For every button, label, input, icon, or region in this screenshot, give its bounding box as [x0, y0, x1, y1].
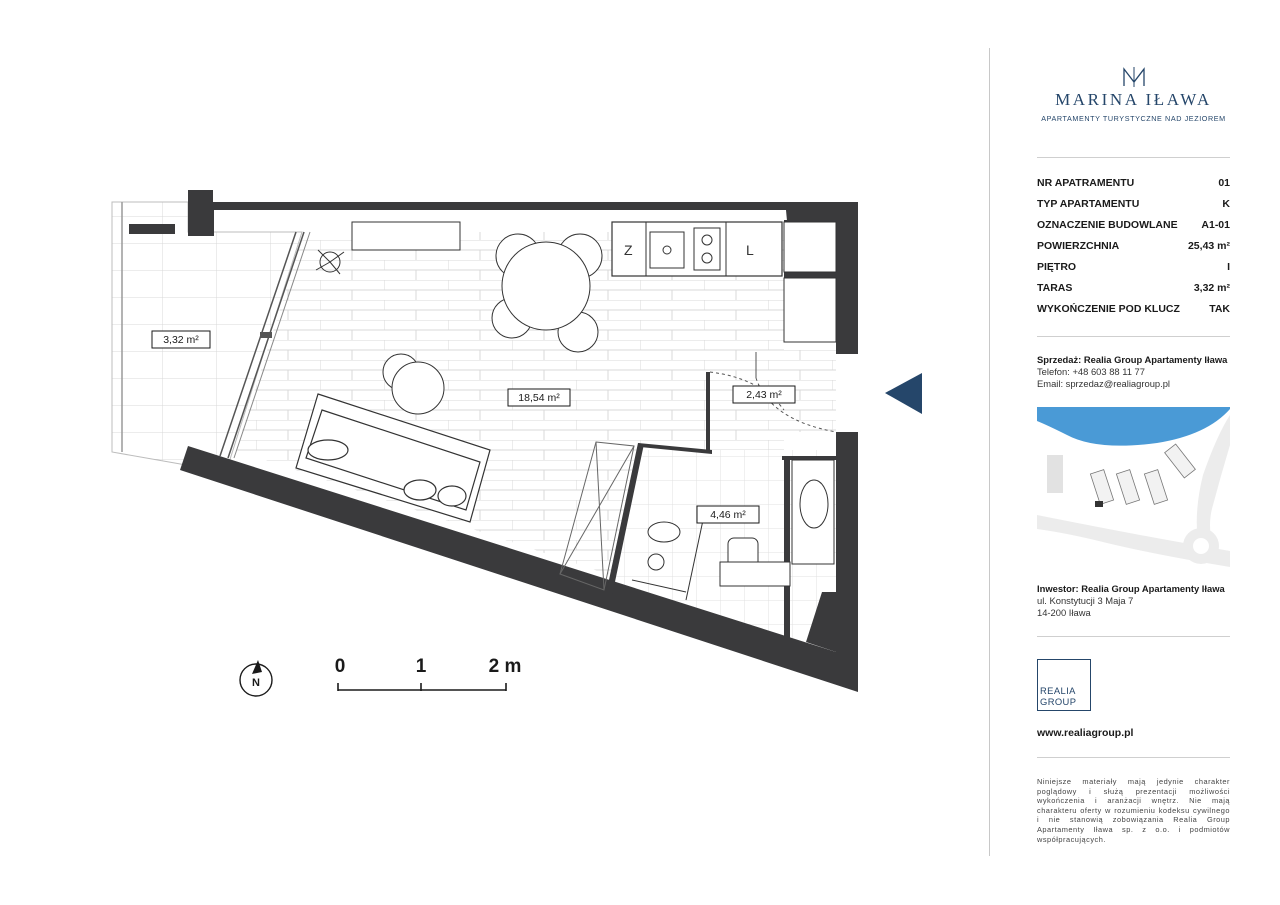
spec-row [1037, 198, 1230, 219]
brand-tagline: APARTAMENTY TURYSTYCZNE NAD JEZIOREM [1041, 114, 1226, 123]
divider [1037, 157, 1230, 158]
svg-text:3,32 m²: 3,32 m² [163, 334, 199, 346]
spec-label: TARAS [1037, 282, 1073, 294]
area-label-terrace [152, 331, 210, 348]
spec-table [1037, 177, 1230, 324]
sales-heading: Sprzedaż: Realia Group Apartamenty Iława [1037, 354, 1228, 365]
spec-row [1037, 282, 1230, 303]
compass-icon [240, 660, 272, 696]
scale-bar [335, 656, 522, 691]
fridge-letter: Z [624, 242, 633, 258]
realia-logo-line1: REALIA [1040, 685, 1076, 696]
website-link[interactable]: www.realiagroup.pl [1037, 727, 1134, 739]
divider-line [989, 48, 990, 856]
spec-label: PIĘTRO [1037, 261, 1077, 273]
spec-row [1037, 219, 1230, 240]
spec-row [1037, 303, 1230, 324]
brand-logo [1037, 66, 1230, 123]
brand-mark-icon [1121, 66, 1147, 88]
svg-text:2,43 m²: 2,43 m² [746, 389, 782, 401]
spec-label: NR APATRAMENTU [1037, 177, 1135, 189]
divider [1037, 636, 1230, 637]
spec-label: POWIERZCHNIA [1037, 240, 1120, 252]
tv-console [352, 222, 460, 250]
svg-text:4,46 m²: 4,46 m² [710, 509, 746, 521]
sales-email[interactable]: Email: sprzedaz@realiagroup.pl [1037, 378, 1171, 389]
spec-row [1037, 261, 1230, 282]
spec-value: TAK [1209, 303, 1230, 315]
spec-value: 25,43 m² [1187, 240, 1230, 252]
area-label-bathroom [697, 506, 759, 523]
spec-value: 3,32 m² [1193, 282, 1230, 294]
bathtub-icon [800, 480, 828, 528]
scale-label-1: 1 [415, 656, 427, 677]
washbasin-icon [648, 522, 680, 542]
spec-value: K [1222, 198, 1230, 210]
spec-label: WYKOŃCZENIE POD KLUCZ [1037, 303, 1180, 315]
brand-name: MARINA IŁAWA [1055, 90, 1212, 109]
sink-icon [650, 232, 684, 268]
divider [1037, 757, 1230, 758]
area-label-living-room [508, 389, 570, 406]
svg-text:N: N [252, 677, 260, 689]
investor-contact [1037, 583, 1230, 619]
divider [1037, 336, 1230, 337]
spec-row [1037, 240, 1230, 261]
spec-label: OZNACZENIE BUDOWLANE [1037, 219, 1178, 231]
sidebar [1037, 0, 1230, 905]
area-label-entry [733, 386, 795, 403]
utility-closet [784, 222, 836, 272]
svg-text:18,54 m²: 18,54 m² [518, 392, 560, 404]
cabinet-letter: L [746, 242, 754, 258]
sales-contact [1037, 354, 1230, 390]
spec-label: TYP APARTAMENTU [1037, 198, 1140, 210]
disclaimer-text: Niniejsze materiały mają jedynie charakter poglądowy i służą prezentacji możliwości wykończenia i aranżacji wnętrz. Nie mają charakteru oferty w rozumieniu kodeksu cywilnego i nie stanowią zobowiązania Realia Group Apartamenty Iława sp. z o.o. i podmiotów współpracujących. [1037, 777, 1230, 844]
spec-value: I [1227, 261, 1230, 273]
terrace-planter [129, 224, 175, 234]
cooktop-icon [694, 228, 720, 270]
scale-label-0: 0 [334, 656, 346, 677]
scale-label-2: 2 m [488, 656, 522, 677]
realia-logo-line2: GROUP [1040, 696, 1077, 707]
spec-row [1037, 177, 1230, 198]
location-map [1037, 405, 1230, 570]
entrance-arrow-icon [885, 373, 922, 414]
spec-value: 01 [1218, 177, 1230, 189]
sales-phone[interactable]: Telefon: +48 603 88 11 77 [1037, 366, 1145, 377]
realia-group-logo [1037, 659, 1091, 711]
investor-heading: Inwestor: Realia Group Apartamenty Iława [1037, 583, 1225, 594]
spec-value: A1-01 [1201, 219, 1230, 231]
investor-city: 14-200 Iława [1037, 607, 1091, 618]
kitchen-counter [612, 222, 782, 276]
investor-street: ul. Konstytucji 3 Maja 7 [1037, 595, 1134, 606]
wardrobe [784, 278, 836, 342]
